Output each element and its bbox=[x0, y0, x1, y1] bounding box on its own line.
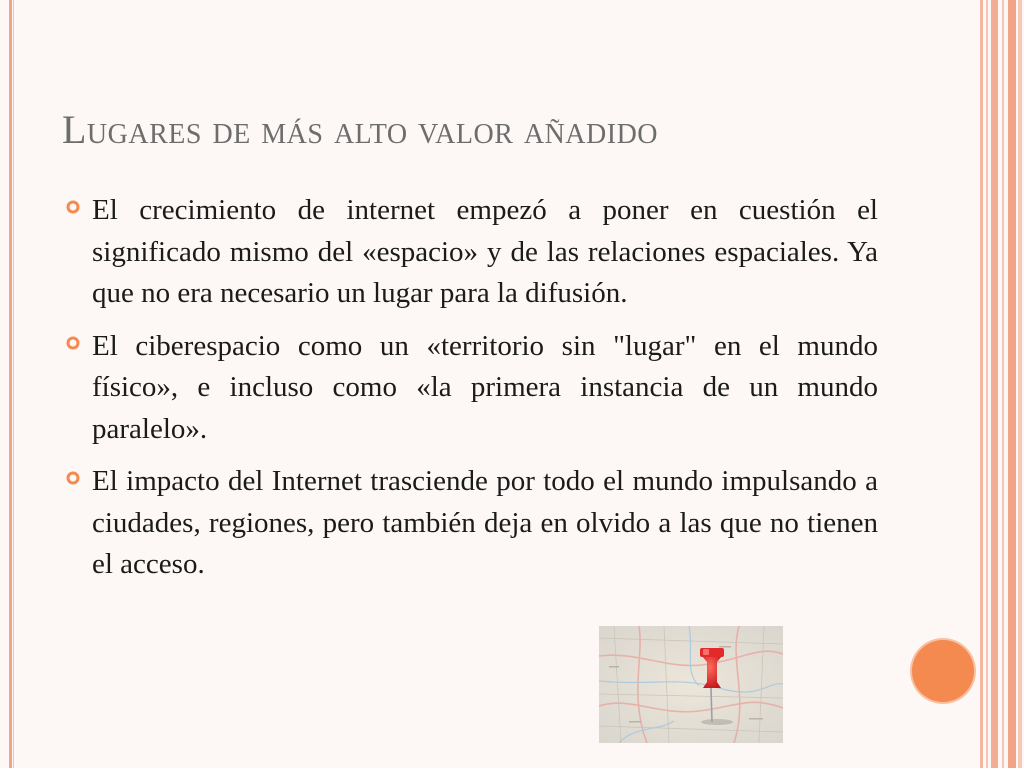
bullet-text: El ciberespacio como un «territorio sin "lugar" en el mundo físico», e incluso como «la primera instancia de un mundo paralelo». bbox=[92, 329, 878, 445]
ring-bullet-icon bbox=[66, 471, 80, 485]
ring-bullet-icon bbox=[66, 336, 80, 350]
bullet-item bbox=[64, 190, 878, 315]
frame-left-line bbox=[9, 0, 12, 768]
map-pushpin-image bbox=[599, 626, 783, 743]
frame-right-stripes bbox=[976, 0, 1024, 768]
bullet-text: El impacto del Internet trasciende por todo el mundo impulsando a ciudades, regiones, pero también deja en olvido a las que no tienen el acceso. bbox=[92, 465, 878, 580]
frame-left-thin-line bbox=[13, 0, 14, 768]
ring-bullet-icon bbox=[66, 200, 80, 214]
decorative-orange-circle bbox=[912, 640, 974, 702]
bullet-text: El crecimiento de internet empezó a poner en cuestión el significado mismo del «espacio» y de las relaciones espaciales. Ya que no era necesario un lugar para la difusión. bbox=[92, 194, 878, 309]
bullet-item bbox=[64, 461, 878, 586]
slide-title: Lugares de más alto valor añadido bbox=[62, 107, 659, 152]
bullet-item bbox=[64, 326, 878, 451]
bullet-list bbox=[64, 190, 878, 597]
